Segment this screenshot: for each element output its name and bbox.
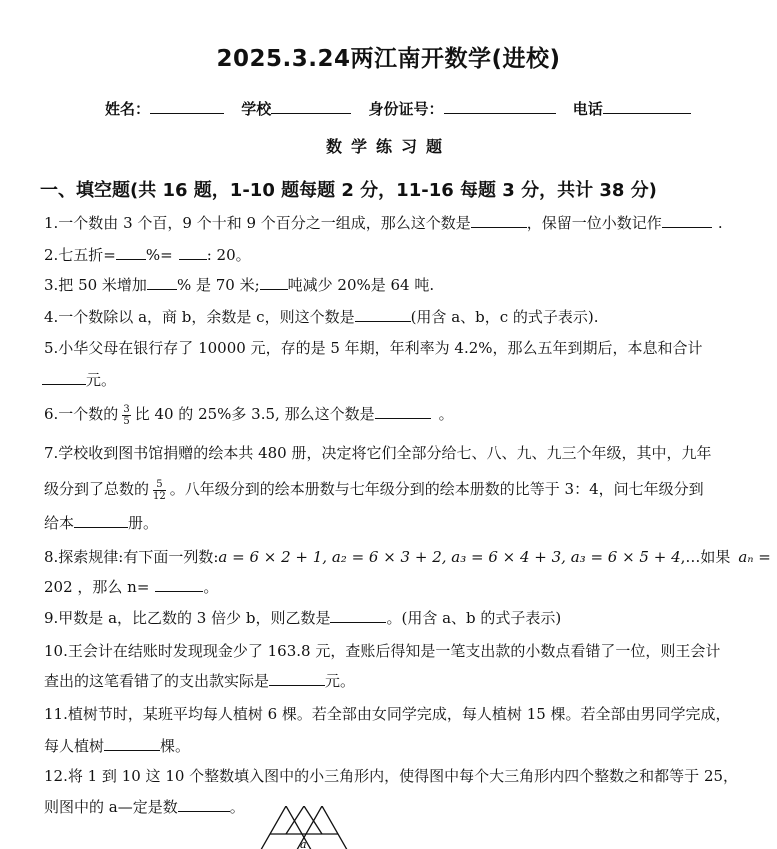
q12-text: 12.将 1 到 10 这 10 个整数填入图中的小三角形内，使得图中每个大三角形内四个整数之和都等于 25， [44,767,739,785]
name-label: 姓名： [105,100,151,118]
q10-text-3: 元。 [325,672,356,690]
question-7-line-3 [44,506,744,540]
q7-text: 7.学校收到图书馆捐赠的绘本共 480 册，决定将它们全部分给七、八、九、九三个年级，其中，九年 [44,444,712,462]
section-heading: 一、填空题(共 16 题，1-10 题每题 2 分，11-16 每题 3 分，共计 38 分) [40,180,657,201]
q12-text-3: 。 [229,798,245,816]
q7-blank[interactable] [74,513,128,528]
question-1 [44,206,744,240]
q6-blank[interactable] [375,404,431,419]
name-blank[interactable] [150,99,224,114]
q7-fraction [153,479,166,502]
q4-text: 4.一个数除以 a，商 b，余数是 c，则这个数是 [44,308,355,326]
q6-numerator: 3 [123,403,130,415]
question-11-line-2 [44,729,744,763]
q6-text-2: 比 40 的 25%多 3.5, 那么这个数是 [134,405,375,423]
id-blank[interactable] [444,99,556,114]
q9-text-2: 。(用含 a、b 的式子表示) [386,609,562,627]
q3-blank-1[interactable] [147,275,177,290]
q8-text-4: 。 [203,578,219,596]
figure-label-a: a [300,838,307,849]
triangle-figure [250,806,360,849]
q4-text-2: (用含 a、b，c 的式子表示). [410,308,599,326]
q1-text-2: ，保留一位小数记作 [526,214,662,232]
q3-blank-2[interactable] [260,275,288,290]
question-7 [44,436,744,470]
q2-text-2: %= [145,246,173,264]
question-9 [44,601,744,635]
q2-text: 2.七五折= [44,246,116,264]
q12-text-2: 则图中的 a—定是数 [44,798,178,816]
q11-blank[interactable] [104,736,160,751]
q3-text: 3.把 50 米增加 [44,276,147,294]
question-10 [44,634,744,668]
q1-blank-2[interactable] [662,213,712,228]
q5-text-2: 元。 [86,371,117,389]
q7-text-4: 给本 [44,514,75,532]
q2-text-3: : 20。 [206,246,251,264]
q1-text-3: . [717,214,723,232]
q10-text-2: 查出的这笔看错了的支出款实际是 [44,672,270,690]
q11-text-2: 每人植树 [44,737,105,755]
q6-denominator: 5 [123,415,130,427]
q7-denominator: 12 [153,490,166,502]
question-5-line-2 [44,363,744,397]
page-title: 2025.3.24两江南开数学(进校) [216,46,561,72]
school-blank[interactable] [271,99,351,114]
q5-text: 5.小华父母在银行存了 10000 元，存的是 5 年期，年利率为 4.2%，那么五年到期后，本息和合计 [44,339,703,357]
question-6 [44,397,744,431]
q1-text: 1.一个数由 3 个百，9 个十和 9 个百分之一组成，那么这个数是 [44,214,471,232]
subtitle: 数学练习题 [325,137,451,156]
question-11 [44,697,744,731]
q8-formula: a = 6 × 2 + 1, a₂ = 6 × 3 + 2, a₃ = 6 × 4 + 3, a₃ = 6 × 5 + 4 [218,548,681,566]
phone-label: 电话 [572,100,603,118]
q7-text-3: 。八年级分到的绘本册数与七年级分到的绘本册数的比等于 3：4，问七年级分到 [169,480,704,498]
q11-text-3: 棵。 [160,737,191,755]
question-4 [44,300,744,334]
student-info-row [105,98,691,119]
question-7-line-2 [44,472,744,506]
question-5 [44,331,744,365]
school-label: 学校 [241,100,272,118]
q2-blank-1[interactable] [116,245,146,260]
q12-blank[interactable] [178,797,230,812]
q10-blank[interactable] [269,671,325,686]
question-12-line-2 [44,790,744,824]
q3-text-3: 吨减少 20%是 64 吨. [287,276,435,294]
q8-text: 8.探索规律:有下面一列数: [44,548,219,566]
q10-text: 10.王会计在结账时发现现金少了 163.8 元，查账后得知是一笔支出款的小数点看错了一位，则王会计 [44,642,721,660]
q5-blank[interactable] [42,370,86,385]
q11-text: 11.植树节时，某班平均每人植树 6 棵。若全部由女同学完成，每人植树 15 棵。若全部由男同学完成， [44,705,731,723]
question-3 [44,268,744,302]
question-8 [44,540,771,574]
q6-fraction [122,404,130,427]
q4-blank[interactable] [355,307,411,322]
q8-blank[interactable] [155,577,203,592]
q8-text-2: ,…如果 [680,548,731,566]
q7-text-5: 册。 [128,514,159,532]
q8-text-3: 202 ，那么 n= [44,578,150,596]
question-12 [44,759,744,793]
q9-text: 9.甲数是 a，比乙数的 3 倍少 b，则乙数是 [44,609,331,627]
phone-blank[interactable] [603,99,691,114]
id-label: 身份证号： [368,100,444,118]
q7-numerator: 5 [153,479,166,491]
q3-text-2: % 是 70 米; [176,276,260,294]
q7-text-2: 级分到了总数的 [44,480,150,498]
q6-text: 6.一个数的 [44,405,119,423]
q1-blank-1[interactable] [471,213,527,228]
q9-blank[interactable] [330,608,386,623]
q2-blank-2[interactable] [179,245,207,260]
q8-an: aₙ = [738,548,771,566]
q6-text-3: 。 [438,405,454,423]
question-2 [44,238,744,272]
question-10-line-2 [44,664,744,698]
question-8-line-2 [44,570,744,604]
